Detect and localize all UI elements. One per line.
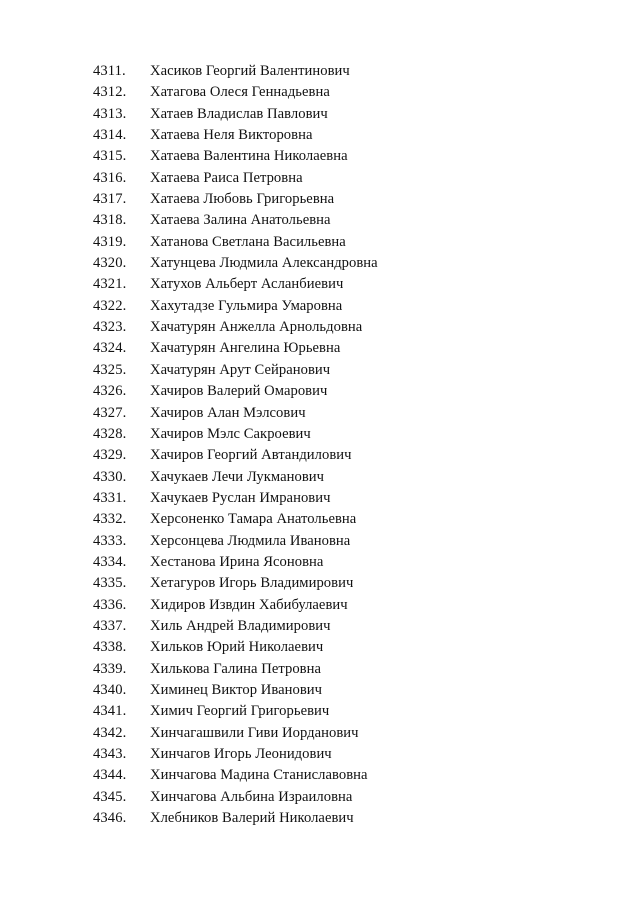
list-item-name: Хачиров Алан Мэлсович (150, 404, 306, 421)
list-item-number: 4317. (93, 191, 127, 208)
list-item (93, 723, 378, 744)
list-item (93, 765, 378, 786)
list-item-name: Хачатурян Анжелла Арнольдовна (150, 319, 363, 336)
list-item-number: 4325. (93, 361, 127, 378)
list-item (93, 659, 378, 680)
list-item-number: 4343. (93, 746, 127, 762)
list-item-name: Химинец Виктор Иванович (150, 681, 323, 698)
list-item (93, 82, 378, 103)
list-item (93, 424, 378, 445)
list-item-number: 4318. (93, 212, 127, 229)
list-item-number: 4339. (93, 660, 127, 677)
list-item-number: 4331. (93, 489, 127, 506)
list-item-name: Хильков Юрий Николаевич (150, 639, 324, 656)
list-item-number: 4342. (93, 724, 127, 741)
list-item (93, 210, 378, 231)
list-item-number: 4330. (93, 468, 127, 485)
list-item (93, 360, 378, 381)
list-item-name: Хачатурян Ангелина Юрьевна (150, 340, 341, 357)
list-item-name: Хинчагов Игорь Леонидович (150, 746, 332, 762)
list-item (93, 573, 378, 594)
list-item (93, 104, 378, 125)
list-item-number: 4321. (93, 276, 127, 293)
list-item-name: Хахутадзе Гульмира Умаровна (150, 297, 343, 314)
list-item-number: 4341. (93, 703, 127, 720)
list-item-name: Хестанова Ирина Ясоновна (150, 553, 324, 570)
list-item-number: 4311. (93, 63, 126, 79)
list-item (93, 488, 378, 509)
list-item (93, 232, 378, 253)
list-item-name: Хачиров Валерий Омарович (150, 383, 328, 400)
list-item-name: Хачиров Георгий Автандилович (150, 447, 352, 464)
list-item-number: 4322. (93, 297, 127, 314)
list-item-number: 4344. (93, 767, 127, 784)
list-item-name: Хлебников Валерий Николаевич (150, 810, 354, 827)
list-item-name: Хетагуров Игорь Владимирович (150, 575, 354, 592)
list-item-number: 4324. (93, 340, 127, 357)
list-item-number: 4316. (93, 169, 127, 186)
list-item (93, 531, 378, 552)
list-item-name: Хатаев Владислав Павлович (150, 105, 328, 122)
list-item-number: 4333. (93, 532, 127, 549)
list-item (93, 146, 378, 167)
list-item (93, 253, 378, 274)
list-item-name: Хинчагова Альбина Израиловна (150, 788, 353, 805)
list-item-number: 4315. (93, 148, 127, 165)
list-item-number: 4319. (93, 233, 127, 250)
list-item-name: Хачукаев Руслан Имранович (150, 489, 331, 506)
list-item-name: Хидиров Извдин Хабибулаевич (150, 596, 348, 613)
list-item-number: 4346. (93, 810, 127, 827)
list-item (93, 637, 378, 658)
list-item-name: Хасиков Георгий Валентинович (150, 63, 350, 79)
list-item-number: 4314. (93, 127, 127, 144)
list-item-name: Химич Георгий Григорьевич (150, 703, 330, 720)
list-item-name: Хилькова Галина Петровна (150, 660, 322, 677)
list-item-number: 4320. (93, 255, 127, 272)
list-item (93, 61, 378, 82)
list-item-number: 4340. (93, 681, 127, 698)
list-item-number: 4327. (93, 404, 127, 421)
list-item-name: Хатаева Валентина Николаевна (150, 148, 348, 165)
list-item-number: 4329. (93, 447, 127, 464)
list-item-number: 4332. (93, 511, 127, 528)
list-item (93, 403, 378, 424)
list-item-name: Херсонцева Людмила Ивановна (150, 532, 351, 549)
list-item-name: Херсоненко Тамара Анатольевна (150, 511, 357, 528)
list-item-name: Хинчагова Мадина Станиславовна (150, 767, 368, 784)
list-item (93, 445, 378, 466)
list-item-name: Хатухов Альберт Асланбиевич (150, 276, 344, 293)
numbered-name-list (93, 61, 378, 829)
list-item-number: 4335. (93, 575, 127, 592)
list-item-number: 4338. (93, 639, 127, 656)
list-item-number: 4313. (93, 105, 127, 122)
list-item (93, 274, 378, 295)
list-item-name: Хиль Андрей Владимирович (150, 617, 331, 634)
list-item-number: 4334. (93, 553, 127, 570)
list-item (93, 744, 378, 765)
list-item-number: 4323. (93, 319, 127, 336)
list-item-name: Хачатурян Арут Сейранович (150, 361, 331, 378)
list-item (93, 338, 378, 359)
list-item-name: Хатунцева Людмила Александровна (150, 255, 378, 272)
list-item (93, 296, 378, 317)
list-item-name: Хатаева Залина Анатольевна (150, 212, 331, 229)
list-item-name: Хатанова Светлана Васильевна (150, 233, 346, 250)
list-item (93, 680, 378, 701)
list-item-name: Хинчагашвили Гиви Иорданович (150, 724, 359, 741)
list-item-name: Хатаева Неля Викторовна (150, 127, 313, 144)
list-item (93, 595, 378, 616)
list-item-name: Хатаева Любовь Григорьевна (150, 191, 335, 208)
list-item (93, 189, 378, 210)
list-item (93, 317, 378, 338)
list-item-number: 4345. (93, 788, 127, 805)
list-item-number: 4326. (93, 383, 127, 400)
list-item (93, 808, 378, 829)
list-item (93, 787, 378, 808)
list-item (93, 168, 378, 189)
list-item-name: Хатаева Раиса Петровна (150, 169, 303, 186)
list-item (93, 616, 378, 637)
list-item-number: 4328. (93, 425, 127, 442)
list-item-name: Хачукаев Лечи Лукманович (150, 468, 325, 485)
list-item (93, 701, 378, 722)
list-item (93, 467, 378, 488)
list-item (93, 552, 378, 573)
list-item-name: Хачиров Мэлс Сакроевич (150, 425, 311, 442)
list-item-number: 4337. (93, 617, 127, 634)
list-item (93, 381, 378, 402)
list-item-number: 4312. (93, 84, 127, 101)
list-item-name: Хатагова Олеся Геннадьевна (150, 84, 330, 101)
list-item (93, 509, 378, 530)
list-item-number: 4336. (93, 596, 127, 613)
list-item (93, 125, 378, 146)
